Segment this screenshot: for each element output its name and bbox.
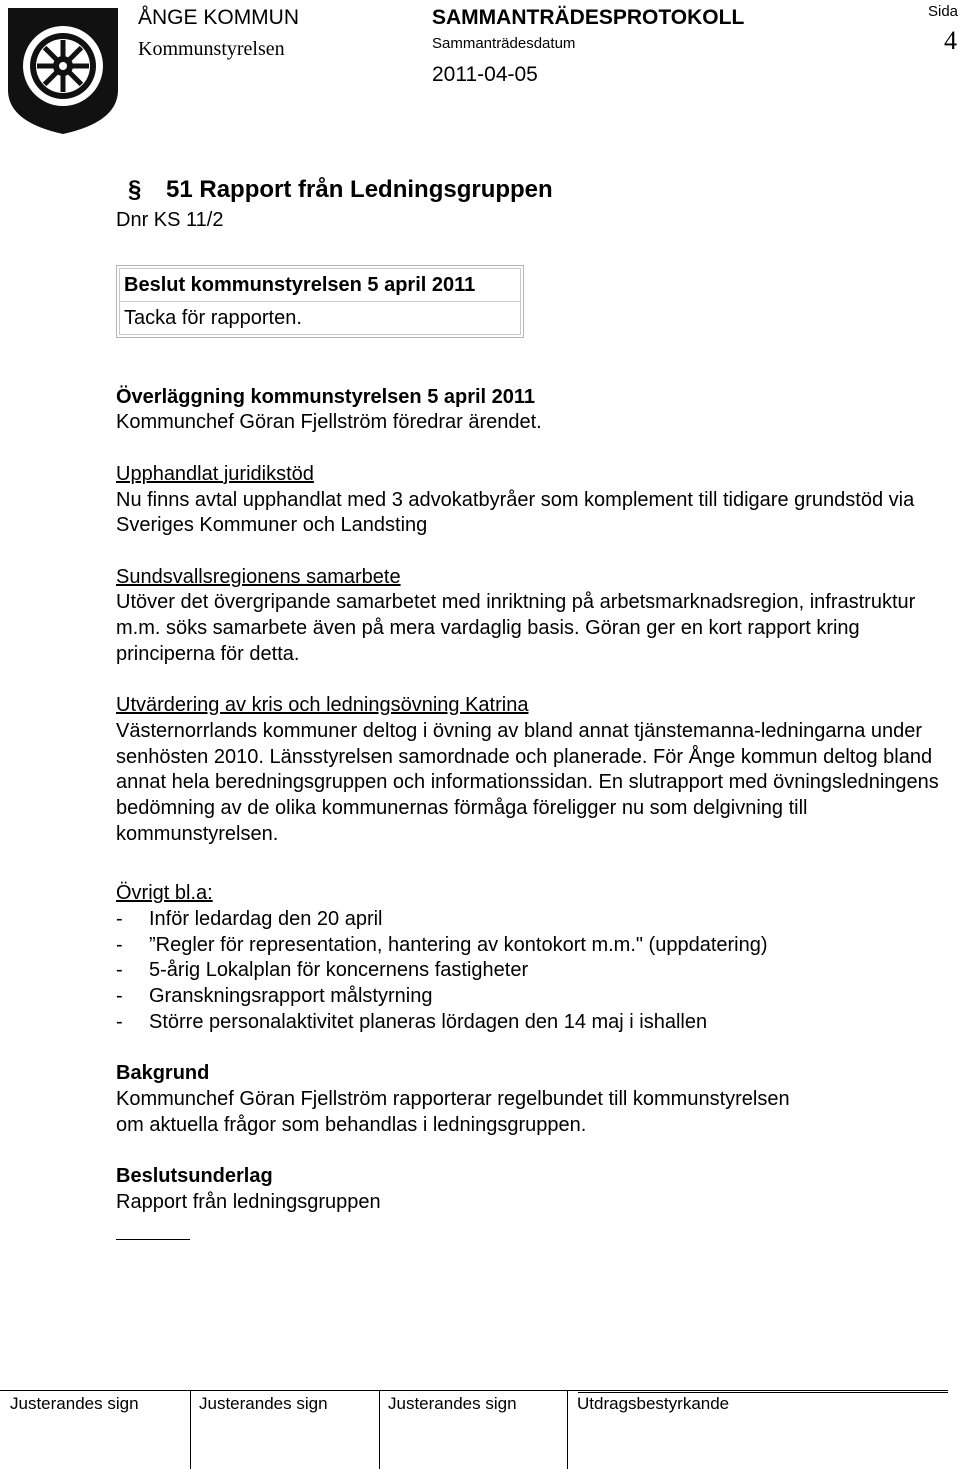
list-item <box>116 933 946 959</box>
list-dash: - <box>116 933 123 956</box>
decision-box <box>116 265 524 338</box>
page-number: 4 <box>944 26 957 55</box>
list-item-text: Granskningsrapport målstyrning <box>149 985 433 1008</box>
list-item <box>116 907 946 933</box>
background-line: om aktuella frågor som behandlas i ledningsgruppen. <box>116 1113 587 1136</box>
footer-certifier: Utdragsbestyrkande <box>577 1394 730 1413</box>
section-text: Nu finns avtal upphandlat med 3 advokatbyråer som komplement till tidigare grundstöd via Sveriges Kommuner och Landsting <box>116 488 915 537</box>
board-name: Kommunstyrelsen <box>138 38 285 60</box>
footer-sign-3: Justerandes sign <box>388 1394 517 1413</box>
list-item <box>116 1010 946 1036</box>
section-text: Västernorrlands kommuner deltog i övning av bland annat tjänstemanna-ledningarna under senhösten 2010. Länsstyrelsen samordnade och planerade. För Ånge kommun deltog bland annat hela beredningsgruppen och informationssidan. En slutrapport med övningsledningens bedömning av de olika kommunernas förmåga föreligger nu som delgivning till kommunstyrelsen. <box>116 719 939 845</box>
municipality-name: ÅNGE KOMMUN <box>138 6 300 29</box>
footer-sign-1: Justerandes sign <box>10 1394 139 1413</box>
section-crisis-exercise <box>116 693 946 847</box>
municipality-logo-icon <box>4 4 122 136</box>
other-list <box>116 907 946 1036</box>
protocol-title: SAMMANTRÄDESPROTOKOLL <box>432 6 745 29</box>
footer-sign-2: Justerandes sign <box>199 1394 328 1413</box>
list-dash: - <box>116 1010 123 1033</box>
section-basis <box>116 1164 946 1215</box>
meeting-date: 2011-04-05 <box>432 63 538 86</box>
footer-divider <box>379 1390 380 1469</box>
section-sign: § <box>128 176 142 203</box>
deliberation-section <box>116 385 946 436</box>
case-number: Dnr KS 11/2 <box>116 209 224 231</box>
section-other <box>116 881 946 1035</box>
decision-text: Tacka för rapporten. <box>119 302 521 335</box>
section-legal-support <box>116 462 946 539</box>
basis-heading: Beslutsunderlag <box>116 1165 273 1188</box>
list-dash: - <box>116 985 123 1008</box>
list-item-text: 5-årig Lokalplan för koncernens fastigheter <box>149 959 529 982</box>
section-heading: Sundsvallsregionens samarbete <box>116 565 401 588</box>
document-body <box>116 172 946 1240</box>
list-item <box>116 958 946 984</box>
section-text: Utöver det övergripande samarbetet med inriktning på arbetsmarknadsregion, infrastruktur m.m. söks samarbete även på mera vardaglig basis. Göran ger en kort rapport kring principerna för detta. <box>116 591 916 665</box>
footer-rule <box>0 1390 948 1391</box>
meeting-date-label: Sammanträdesdatum <box>432 35 576 52</box>
footer-divider <box>190 1390 191 1469</box>
end-rule <box>116 1219 190 1240</box>
deliberation-text: Kommunchef Göran Fjellström föredrar ärendet. <box>116 411 542 434</box>
decision-heading: Beslut kommunstyrelsen 5 april 2011 <box>119 268 521 302</box>
list-dash: - <box>116 908 123 931</box>
background-heading: Bakgrund <box>116 1062 210 1085</box>
section-heading: Utvärdering av kris och ledningsövning Katrina <box>116 694 529 717</box>
list-item-text: Större personalaktivitet planeras lördagen den 14 maj i ishallen <box>149 1010 708 1033</box>
list-dash: - <box>116 959 123 982</box>
item-title: 51 Rapport från Ledningsgruppen <box>166 176 553 203</box>
list-item-text: Inför ledardag den 20 april <box>149 908 383 931</box>
footer-divider <box>567 1390 568 1469</box>
list-item-text: ”Regler för representation, hantering av kontokort m.m." (uppdatering) <box>149 933 768 956</box>
section-background <box>116 1061 946 1138</box>
background-line: Kommunchef Göran Fjellström rapporterar regelbundet till kommunstyrelsen <box>116 1087 790 1110</box>
page-label: Sida <box>928 3 959 20</box>
item-title-row <box>116 172 946 208</box>
section-heading: Upphandlat juridikstöd <box>116 462 314 485</box>
basis-text: Rapport från ledningsgruppen <box>116 1190 381 1213</box>
other-heading: Övrigt bl.a: <box>116 882 213 905</box>
deliberation-heading: Överläggning kommunstyrelsen 5 april 2011 <box>116 385 536 408</box>
section-regional-cooperation <box>116 565 946 668</box>
list-item <box>116 984 946 1010</box>
